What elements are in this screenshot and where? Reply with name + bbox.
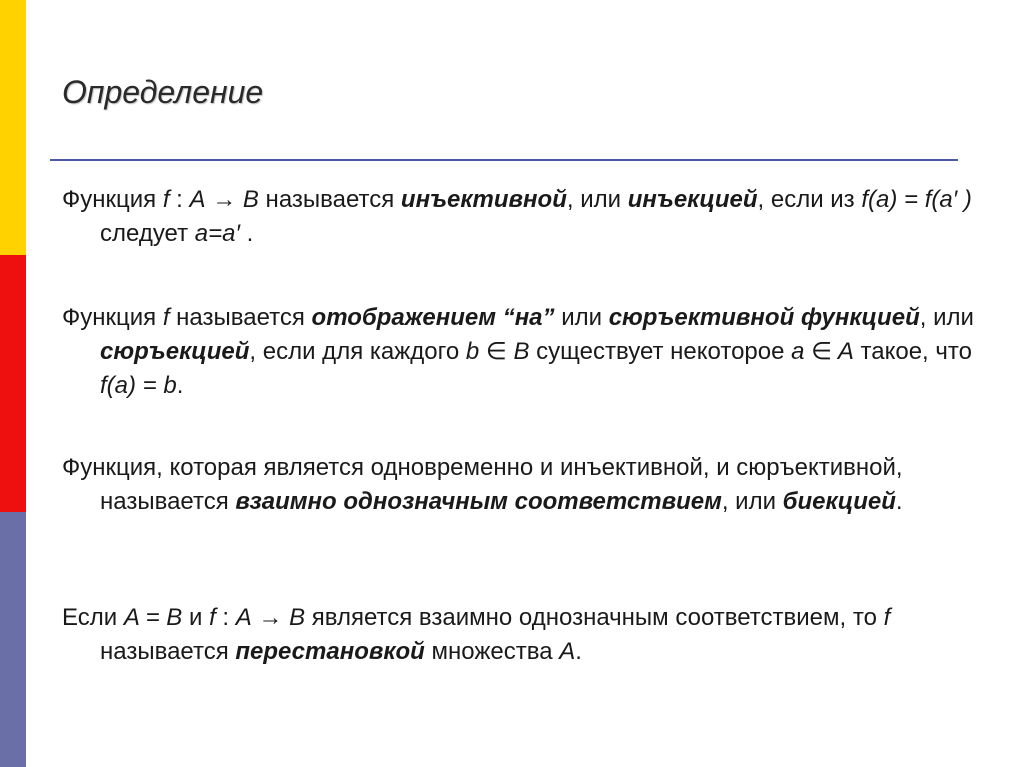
definition-permutation: Если A = B и f : A → B является взаимно однозначным соответствием, то f называется перестановкой множества A.	[62, 604, 891, 665]
accent-stripe-red	[0, 255, 26, 512]
definition-bijective: Функция, которая является одновременно и инъективной, и сюръективной, называется взаимно однозначным соответствием, или биекцией.	[62, 454, 903, 515]
definition-injective: Функция f : A → B называется инъективной, или инъекцией, если из f(a) = f(a′ ) следует a=a′ .	[62, 186, 972, 247]
accent-stripe-blue	[0, 512, 26, 767]
term-injective: инъективной	[400, 186, 567, 213]
slide-title: Определение	[62, 74, 264, 110]
term-onto-mapping: отображением “на”	[311, 304, 555, 331]
definition-surjective: Функция f называется отображением “на” или сюръективной функцией, или сюръекцией, если для каждого b ∈ B существует некоторое a ∈ A такое, что f(a) = b.	[62, 304, 974, 399]
term-one-to-one: взаимно однозначным соответствием	[235, 488, 722, 515]
term-surjective-function: сюръективной функцией	[608, 304, 920, 331]
term-permutation: перестановкой	[235, 638, 425, 665]
term-injection: инъекцией	[627, 186, 758, 213]
title-divider	[50, 159, 958, 161]
accent-stripe-yellow	[0, 0, 26, 255]
term-surjection: сюръекцией	[100, 338, 250, 365]
term-bijection: биекцией	[782, 488, 896, 515]
